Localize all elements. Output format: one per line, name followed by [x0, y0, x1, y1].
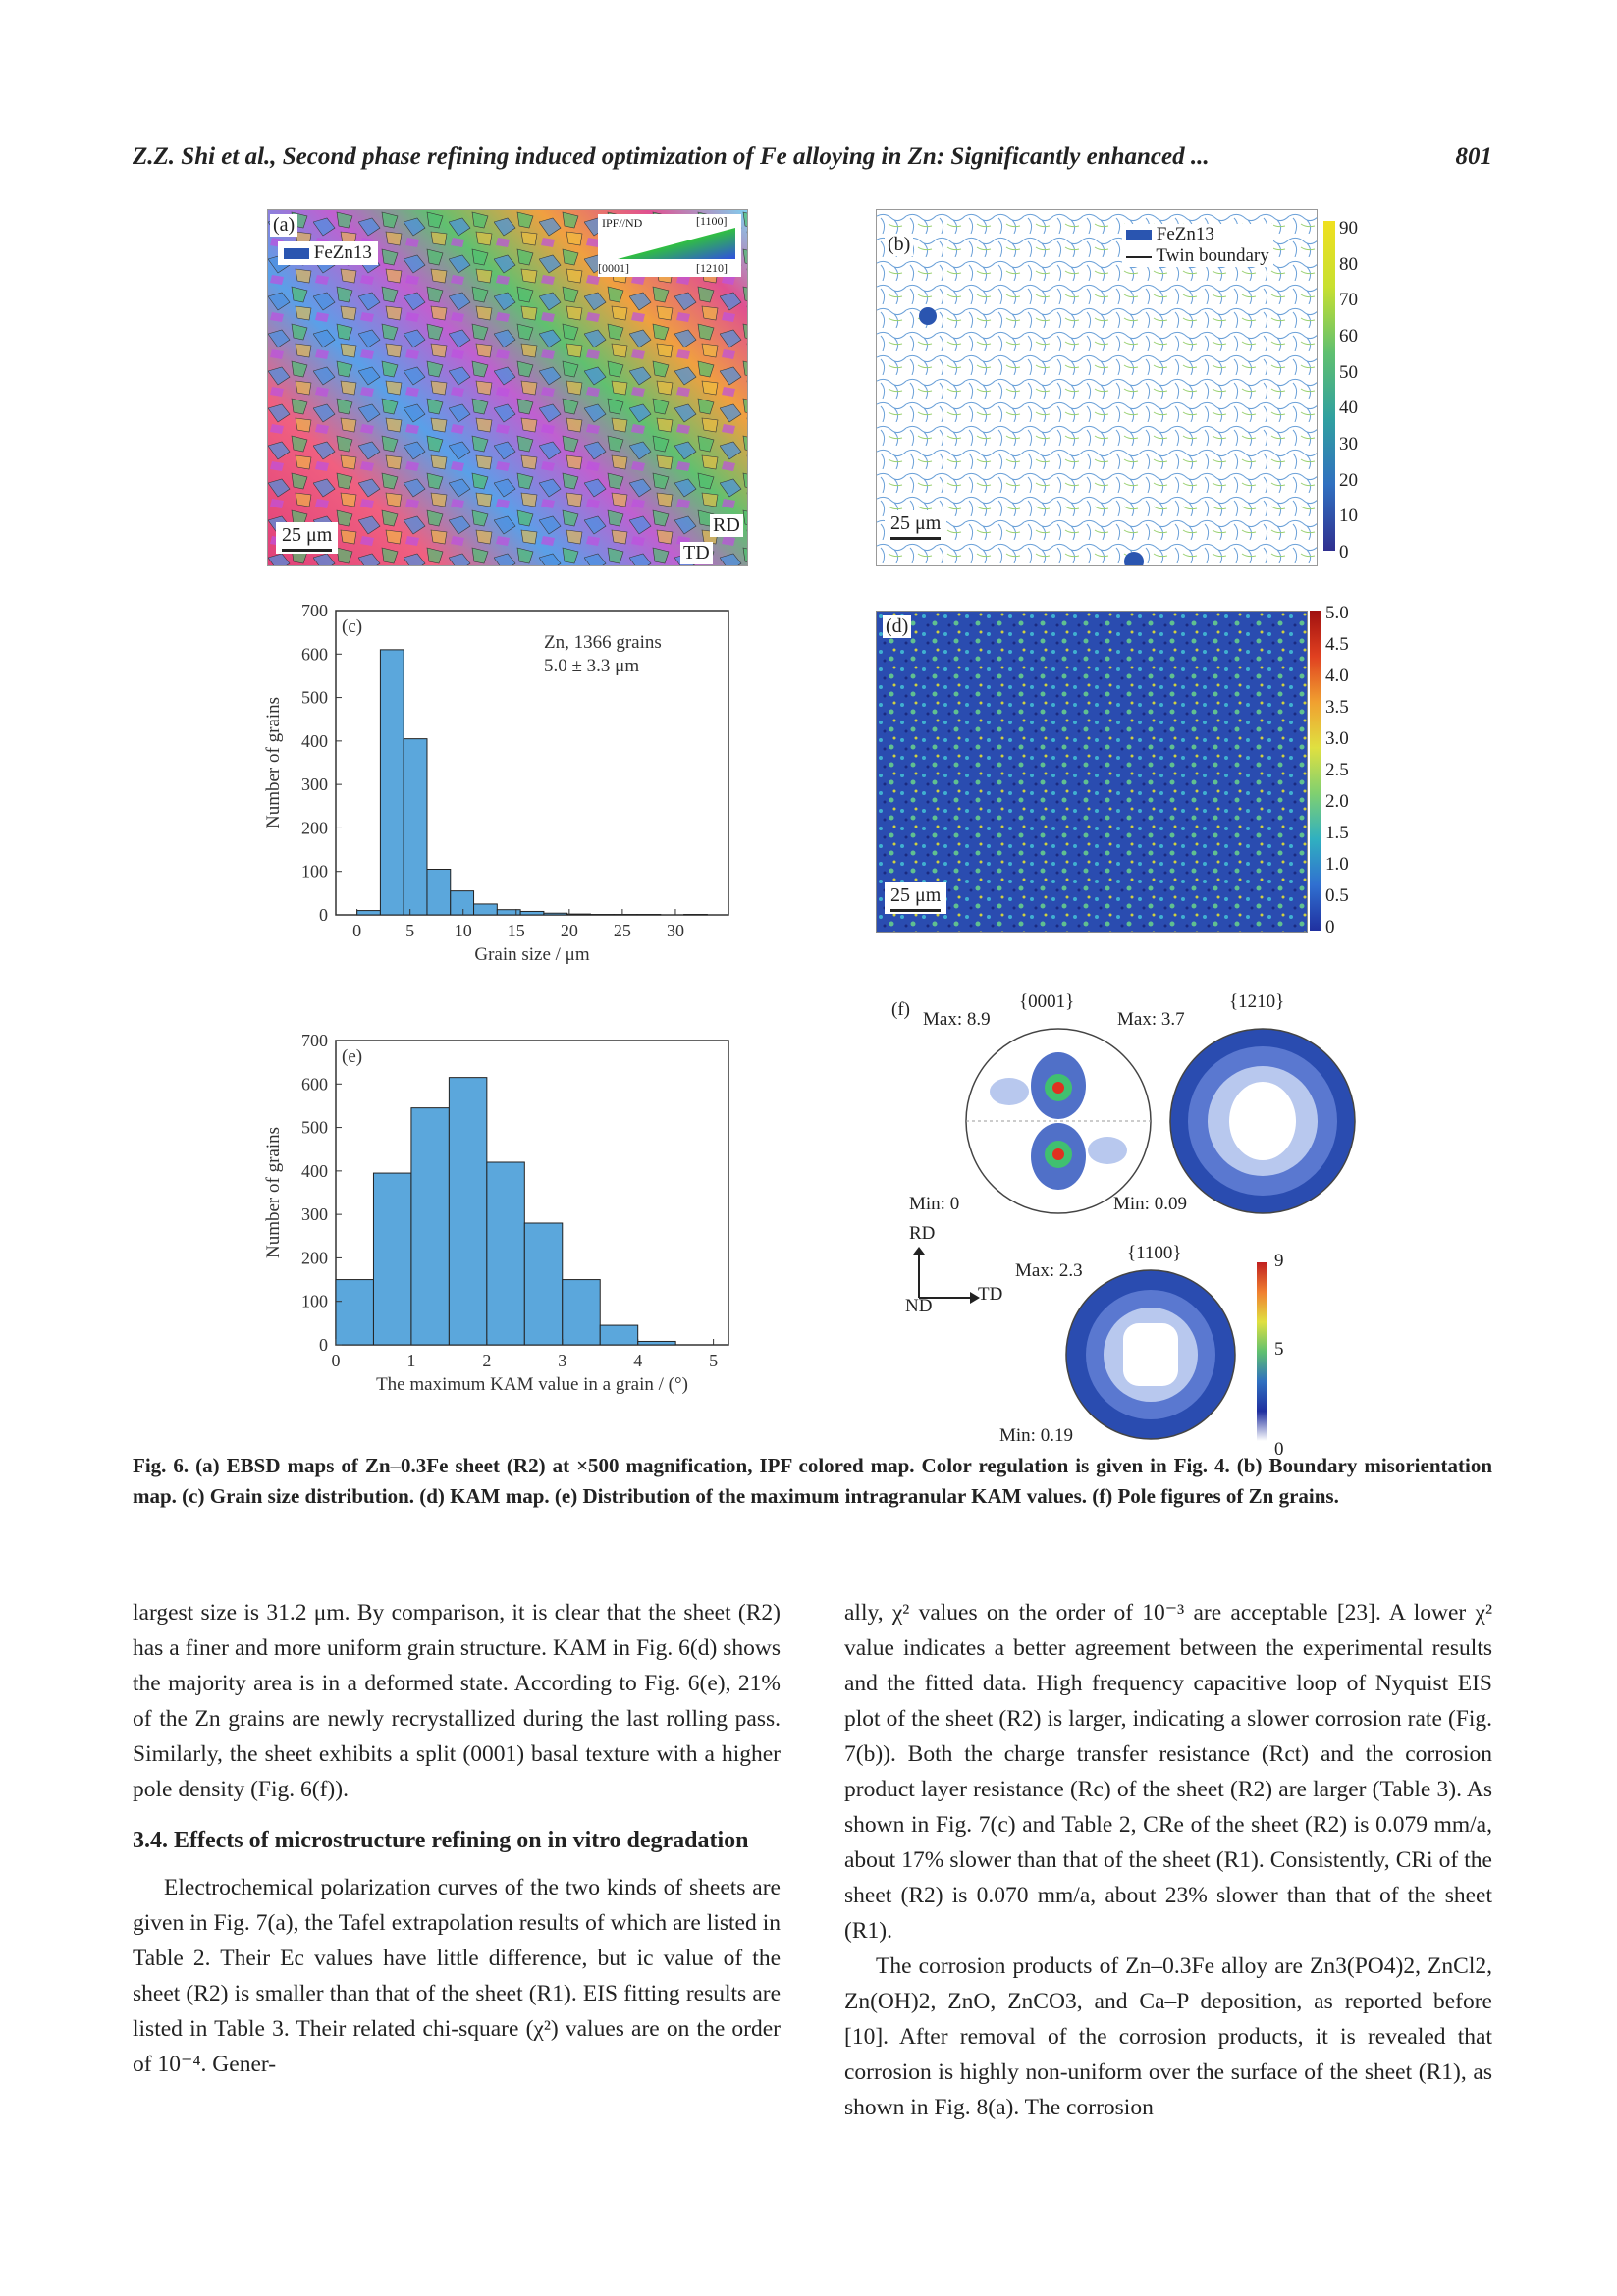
- ipf-triangle-key: [598, 214, 741, 277]
- ipf-corner-1210: [1210]: [696, 261, 728, 275]
- colorbar-tick: 50: [1339, 361, 1358, 383]
- x-tick-label: 20: [560, 921, 578, 940]
- phase-legend: [278, 241, 378, 265]
- colorbar-f: [1257, 1262, 1267, 1441]
- histogram-bar: [451, 891, 474, 915]
- boundary-legend: [1122, 224, 1273, 267]
- histogram-bar: [404, 739, 427, 915]
- y-tick-label: 700: [301, 601, 328, 620]
- colorbar-f-min: 0: [1274, 1439, 1284, 1460]
- page-number: 801: [1455, 143, 1492, 170]
- y-tick-label: 600: [301, 644, 328, 665]
- colorbar-tick: 80: [1339, 253, 1358, 275]
- y-tick-label: 0: [319, 1335, 328, 1355]
- colorbar-tick: 3.0: [1325, 728, 1349, 749]
- histogram-bar: [544, 913, 567, 915]
- colorbar-tick: 0: [1325, 917, 1335, 937]
- scale-bar-b: 25 μm: [885, 510, 946, 542]
- x-tick-label: 0: [352, 921, 362, 940]
- colorbar-tick: 10: [1339, 506, 1358, 527]
- pf3-min: Min: 0.19: [999, 1425, 1073, 1446]
- colorbar-tick: 3.5: [1325, 697, 1349, 718]
- histogram-bar: [474, 904, 498, 915]
- scale-bar-a: 25 μm: [276, 522, 338, 554]
- colorbar-tick: 40: [1339, 398, 1358, 419]
- histogram-bar: [357, 911, 381, 915]
- x-tick-label: 4: [633, 1351, 643, 1370]
- right-paragraph-2: The corrosion products of Zn–0.3Fe alloy are Zn3(PO4)2, ZnCl2, Zn(OH)2, ZnO, ZnCO3, and Ca–P deposition, as reported before [10]. After removal of the corrosion products, it is revealed that corrosion is highly non-uniform over the surface of the sheet (R1), as shown in Fig. 8(a). The corrosion: [844, 1953, 1492, 2120]
- panel-b-label: (b): [885, 234, 913, 256]
- colorbar-tick: 60: [1339, 326, 1358, 347]
- histogram-bar: [563, 1280, 600, 1345]
- x-tick-label: 30: [666, 921, 684, 940]
- colorbar-tick: 4.0: [1325, 666, 1349, 686]
- pf2-min: Min: 0.09: [1113, 1194, 1187, 1214]
- histogram-bar: [487, 1162, 524, 1345]
- x-tick-label: 5: [405, 921, 415, 940]
- colorbar-tick: 1.5: [1325, 823, 1349, 843]
- histogram-bar: [449, 1078, 486, 1345]
- histogram-bar: [336, 1280, 373, 1345]
- colorbar-f-max: 9: [1274, 1251, 1284, 1271]
- panel-d-kam-map: [876, 611, 1308, 933]
- colorbar-d: [1310, 611, 1321, 931]
- twin-line-swatch: [1126, 256, 1152, 258]
- panel-f-pole-figures: [891, 989, 1353, 1460]
- colorbar-f-mid: 5: [1274, 1339, 1284, 1360]
- colorbar-b: [1323, 221, 1335, 551]
- panel-f-label: (f): [891, 999, 910, 1020]
- left-paragraph-1: largest size is 31.2 μm. By comparison, it is clear that the sheet (R2) has a finer and more uniform grain structure. KAM in Fig. 6(d) shows the majority area is in a deformed state. According to Fig. 6(e), 21% of the Zn grains are newly recrystallized during the last rolling pass. Similarly, the sheet exhibits a split (0001) basal texture with a higher pole density (Fig. 6(f)).: [133, 1600, 781, 1802]
- x-tick-label: 0: [331, 1351, 341, 1370]
- running-header: [133, 143, 1492, 171]
- phase-swatch-b: [1126, 230, 1152, 240]
- histogram-bar: [411, 1108, 449, 1345]
- legend-twin: Twin boundary: [1156, 245, 1269, 266]
- ipf-label: IPF//ND: [602, 216, 643, 230]
- y-tick-label: 400: [301, 730, 328, 751]
- histogram-bar: [524, 1223, 562, 1345]
- pf1-title: {0001}: [1019, 991, 1075, 1012]
- rd-label-a: RD: [710, 514, 743, 537]
- histogram-bar: [373, 1173, 410, 1345]
- scale-bar-d: 25 μm: [885, 882, 946, 914]
- y-tick-label: 200: [301, 818, 328, 838]
- left-column: [133, 1595, 781, 2082]
- pf1-min: Min: 0: [909, 1194, 960, 1214]
- chart-annotation-grains: Zn, 1366 grains: [544, 632, 662, 653]
- pole-figure-1100: [1062, 1266, 1239, 1443]
- histogram-bar: [520, 911, 544, 915]
- axis-rd: RD: [909, 1223, 936, 1244]
- y-tick-label: 400: [301, 1160, 328, 1181]
- chart-annotation-mean: 5.0 ± 3.3 μm: [544, 656, 640, 676]
- ipf-corner-0001: [0001]: [598, 261, 629, 275]
- histogram-bar: [638, 1341, 675, 1345]
- chart-max-kam: [257, 1031, 748, 1423]
- panel-b-boundary-map: [876, 209, 1318, 566]
- axis-nd: ND: [905, 1296, 933, 1316]
- colorbar-tick: 4.5: [1325, 634, 1349, 655]
- colorbar-tick: 2.5: [1325, 760, 1349, 780]
- panel-a-label: (a): [270, 214, 297, 237]
- left-paragraph-2: Electrochemical polarization curves of the two kinds of sheets are given in Fig. 7(a), the Tafel extrapolation results of which are listed in Table 2. Their Ec values have little difference, but ic value of the sheet (R2) is smaller than that of the sheet (R1). EIS fitting results are listed in Table 3. Their related chi-square (χ²) values are on the order of 10⁻⁴. Gener-: [133, 1875, 781, 2077]
- y-tick-label: 200: [301, 1248, 328, 1268]
- td-label-a: TD: [680, 542, 713, 564]
- histogram-bar: [427, 870, 451, 916]
- y-tick-label: 600: [301, 1074, 328, 1095]
- colorbar-tick: 0.5: [1325, 885, 1349, 906]
- y-tick-label: 300: [301, 1204, 328, 1225]
- colorbar-tick: 2.0: [1325, 791, 1349, 812]
- running-title: Z.Z. Shi et al., Second phase refining induced optimization of Fe alloying in Zn: Significantly enhanced ...: [133, 143, 1210, 170]
- histogram-bar: [600, 1325, 637, 1345]
- histogram-bar: [567, 914, 591, 915]
- panel-label: (e): [342, 1046, 363, 1067]
- y-tick-label: 700: [301, 1031, 328, 1050]
- colorbar-tick: 20: [1339, 469, 1358, 491]
- y-tick-label: 500: [301, 1117, 328, 1138]
- x-tick-label: 25: [613, 921, 631, 940]
- y-tick-label: 300: [301, 774, 328, 795]
- colorbar-tick: 1.0: [1325, 854, 1349, 875]
- y-tick-label: 500: [301, 687, 328, 708]
- chart-grain-size: [257, 601, 748, 993]
- section-heading: 3.4. Effects of microstructure refining on in vitro degradation: [133, 1828, 749, 1853]
- y-axis-label: Number of grains: [263, 1126, 284, 1259]
- x-tick-label: 5: [709, 1351, 719, 1370]
- x-tick-label: 1: [406, 1351, 416, 1370]
- colorbar-tick: 5.0: [1325, 603, 1349, 623]
- pole-figure-1210: [1164, 1023, 1361, 1219]
- histogram-bar: [497, 910, 520, 915]
- x-tick-label: 15: [507, 921, 525, 940]
- legend-phase-b: FeZn13: [1156, 224, 1214, 244]
- pf2-max: Max: 3.7: [1117, 1009, 1185, 1030]
- y-tick-label: 100: [301, 1291, 328, 1311]
- right-column: [844, 1595, 1492, 2125]
- pf3-title: {1100}: [1127, 1243, 1182, 1263]
- x-axis-label: The maximum KAM value in a grain / (°): [376, 1374, 688, 1395]
- legend-phase-text: FeZn13: [313, 242, 372, 263]
- colorbar-tick: 0: [1339, 542, 1349, 562]
- panel-label: (c): [342, 616, 363, 637]
- x-axis-label: Grain size / μm: [474, 944, 590, 965]
- colorbar-b-ticks: [1339, 218, 1378, 561]
- colorbar-tick: 90: [1339, 218, 1358, 239]
- panel-d-label: (d): [883, 615, 911, 638]
- pole-figure-0001: [960, 1023, 1157, 1219]
- pf1-max: Max: 8.9: [923, 1009, 991, 1030]
- right-paragraph-1: ally, χ² values on the order of 10⁻³ are acceptable [23]. A lower χ² value indicates a better agreement between the experimental results and the fitted data. High frequency capacitive loop of Nyquist EIS plot of the sheet (R2) is larger, indicating a slower corrosion rate (Fig. 7(b)). Both the charge transfer resistance (Rct) and the corrosion product layer resistance (Rc) of the sheet (R2) are larger (Table 3). As shown in Fig. 7(c) and Table 2, CRe of the sheet (R2) is 0.079 mm/a, about 17% slower than that of the sheet (R1). Consistently, CRi of the sheet (R2) is 0.070 mm/a, about 23% slower than that of the sheet (R1).: [844, 1600, 1492, 1944]
- y-tick-label: 0: [319, 905, 328, 925]
- x-tick-label: 2: [482, 1351, 492, 1370]
- colorbar-tick: 70: [1339, 290, 1358, 311]
- histogram-bar: [380, 650, 404, 915]
- axis-td: TD: [978, 1284, 1003, 1305]
- phase-swatch: [284, 248, 309, 259]
- colorbar-d-ticks: [1325, 603, 1365, 936]
- ipf-corner-1100: [1100]: [696, 214, 728, 228]
- y-axis-label: Number of grains: [263, 696, 284, 829]
- x-tick-label: 3: [558, 1351, 567, 1370]
- figure-caption: Fig. 6. (a) EBSD maps of Zn–0.3Fe sheet (R2) at ×500 magnification, IPF colored map. Color regulation is given in Fig. 4. (b) Boundary misorientation map. (c) Grain size distribution. (d) KAM map. (e) Distribution of the maximum intragranular KAM values. (f) Pole figures of Zn grains.: [133, 1454, 1492, 1508]
- pf3-max: Max: 2.3: [1015, 1260, 1083, 1281]
- x-tick-label: 10: [454, 921, 472, 940]
- pf2-title: {1210}: [1229, 991, 1285, 1012]
- panel-a-ipf-map: [267, 209, 748, 566]
- colorbar-tick: 30: [1339, 434, 1358, 454]
- y-tick-label: 100: [301, 861, 328, 881]
